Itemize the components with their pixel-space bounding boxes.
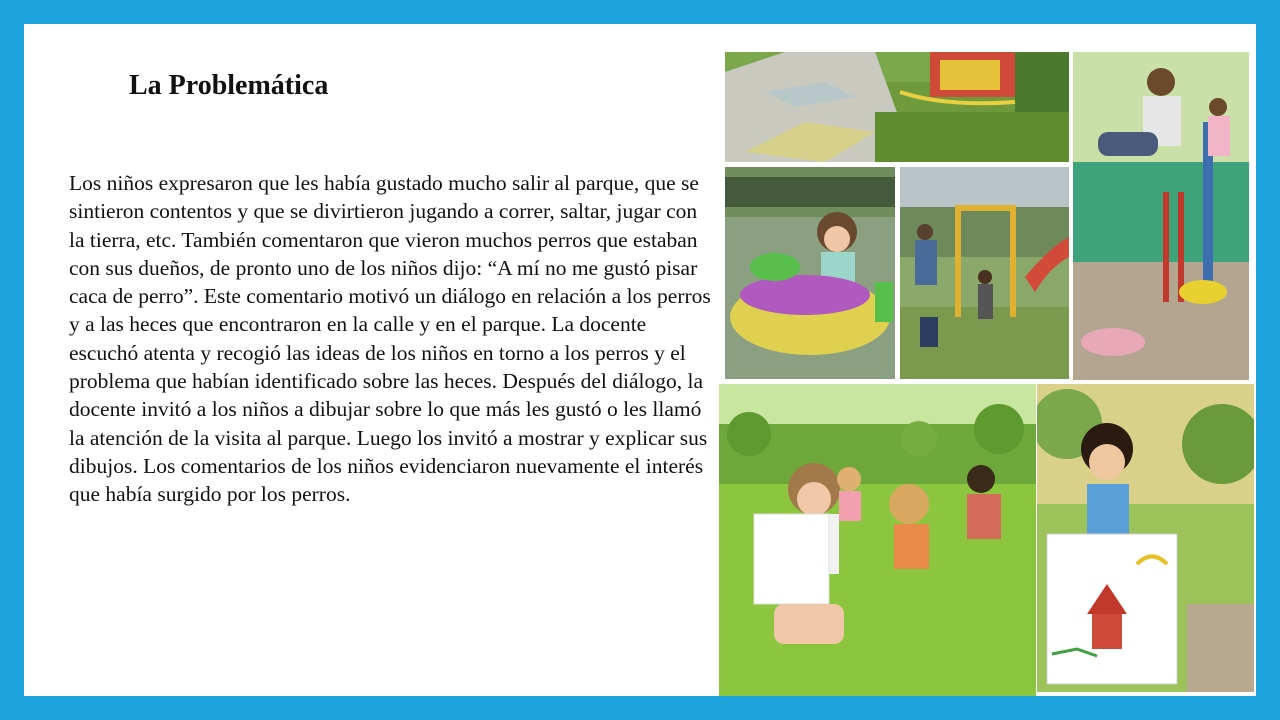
- playground-families-photo: [900, 167, 1069, 379]
- girl-pedal-boat-photo: [725, 167, 895, 379]
- girl-holding-drawing-photo: [1037, 384, 1254, 692]
- slide-title: La Problemática: [129, 70, 329, 101]
- park-walkway-photo: [725, 52, 1069, 162]
- child-jumping-photo: [1073, 52, 1249, 380]
- kids-drawing-grass-photo: [719, 384, 1036, 696]
- slide: [24, 24, 1256, 696]
- slide-body-text: Los niños expresaron que les había gustado mucho salir al parque, que se sintieron contentos y que se divirtieron jugando a correr, saltar, jugar con la tierra, etc. También comentaron que vieron muchos perros que estaban con sus dueños, de pronto uno de los niños dijo: “A mí no me gustó pisar caca de perro”. Este comentario motivó un diálogo en relación a los perros y a las heces que encontraron en la calle y en el parque. La docente escuchó atenta y recogió las ideas de los niños en torno a los perros y el problema que habían identificado sobre las heces. Después del diálogo, la docente invitó a los niños a dibujar sobre lo que más les gustó o les llamó la atención de la visita al parque. Luego los invitó a mostrar y explicar sus dibujos. Los comentarios de los niños evidenciaron nuevamente el interés que había surgido por los perros.: [69, 171, 711, 507]
